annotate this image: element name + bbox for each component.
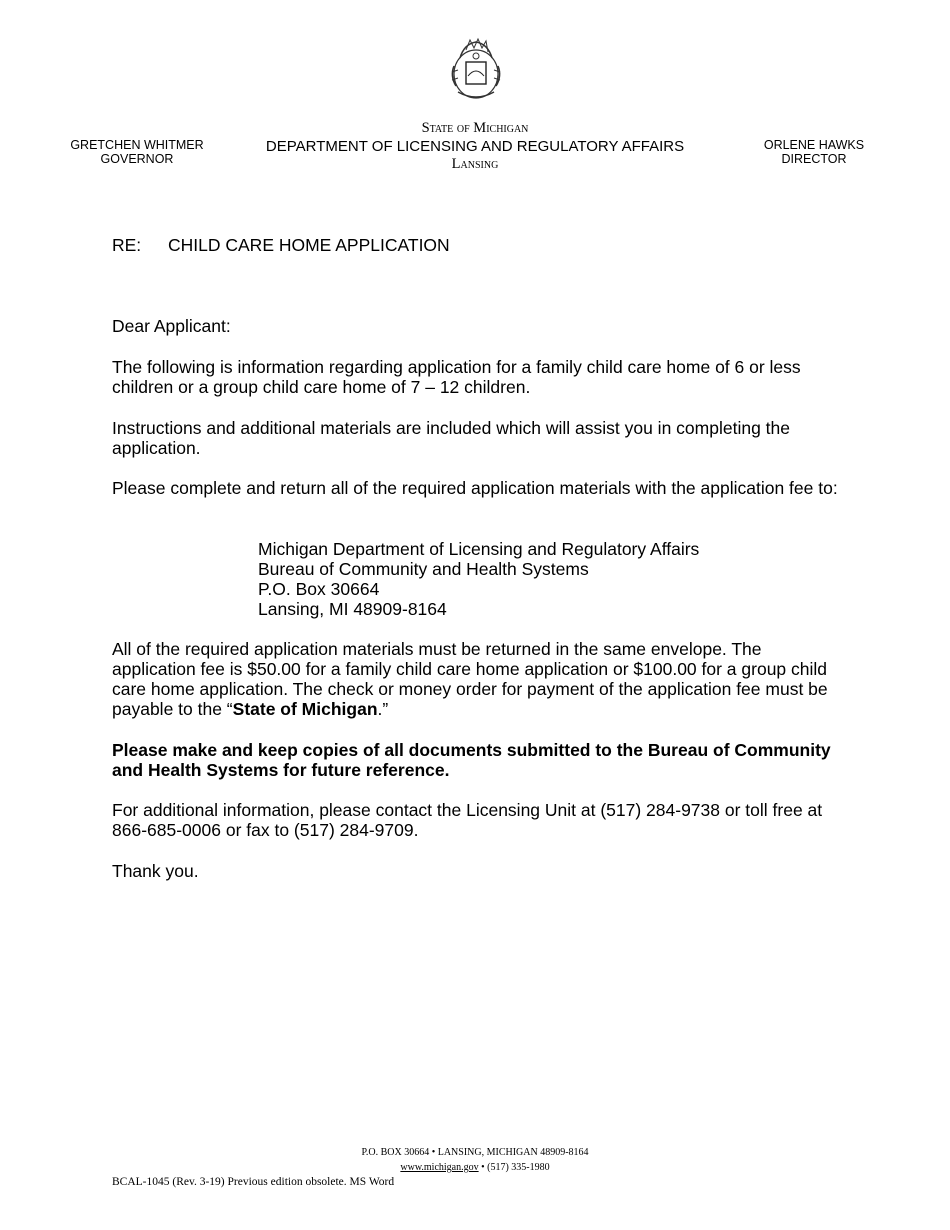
address-line-4: Lansing, MI 48909-8164 [258, 599, 447, 619]
website-link[interactable]: www.michigan.gov [400, 1162, 479, 1173]
payee-name: State of Michigan [232, 699, 378, 719]
form-number: BCAL-1045 (Rev. 3-19) Previous edition obsolete. MS Word [112, 1176, 395, 1188]
paragraph-1: The following is information regarding application for a family child care home of 6 or less children or a group child care home of 7 – 12 children. [112, 357, 801, 397]
governor-title: GOVERNOR [100, 152, 174, 166]
paragraph-2: Instructions and additional materials are included which will assist you in completing the application. [112, 418, 790, 458]
state-line: State of Michigan [421, 120, 529, 136]
address-line-3: P.O. Box 30664 [258, 579, 380, 599]
department-name: DEPARTMENT OF LICENSING AND REGULATORY AFFAIRS [265, 138, 685, 155]
state-seal-icon [446, 36, 506, 104]
city-line: Lansing [451, 156, 499, 172]
paragraph-5-notice: Please make and keep copies of all documents submitted to the Bureau of Community and Health Systems for future reference. [112, 740, 831, 780]
address-line-1: Michigan Department of Licensing and Regulatory Affairs [258, 539, 700, 559]
footer-address: P.O. BOX 30664 • LANSING, MICHIGAN 48909-8164 [361, 1147, 589, 1158]
paragraph-3: Please complete and return all of the required application materials with the application fee to: [112, 478, 838, 498]
re-subject: CHILD CARE HOME APPLICATION [168, 235, 450, 255]
footer-contact [0, 1161, 950, 1175]
paragraph-4-end: .” [377, 699, 389, 719]
closing: Thank you. [112, 861, 199, 881]
director-name: ORLENE HAWKS [763, 138, 865, 152]
director-title: DIRECTOR [781, 152, 847, 166]
re-label: RE: [112, 235, 142, 255]
subject-line [112, 235, 450, 256]
department-block [230, 120, 720, 173]
governor-name: GRETCHEN WHITMER [70, 138, 204, 152]
paragraph-4-text: All of the required application materials must be returned in the same envelope. The application fee is $50.00 for a family child care home application or $100.00 for a group child care home application. The check or money order for payment of the application fee must be payable to the “ [112, 639, 828, 719]
director-block [745, 138, 883, 166]
paragraph-4 [112, 639, 842, 719]
mailing-address [258, 539, 699, 619]
paragraph-6: For additional information, please contact the Licensing Unit at (517) 284-9738 or toll free at 866-685-0006 or fax to (517) 284-9709. [112, 800, 823, 840]
governor-block [60, 138, 214, 166]
address-line-2: Bureau of Community and Health Systems [258, 559, 589, 579]
salutation: Dear Applicant: [112, 316, 231, 336]
footer-phone: • (517) 335-1980 [478, 1162, 550, 1173]
